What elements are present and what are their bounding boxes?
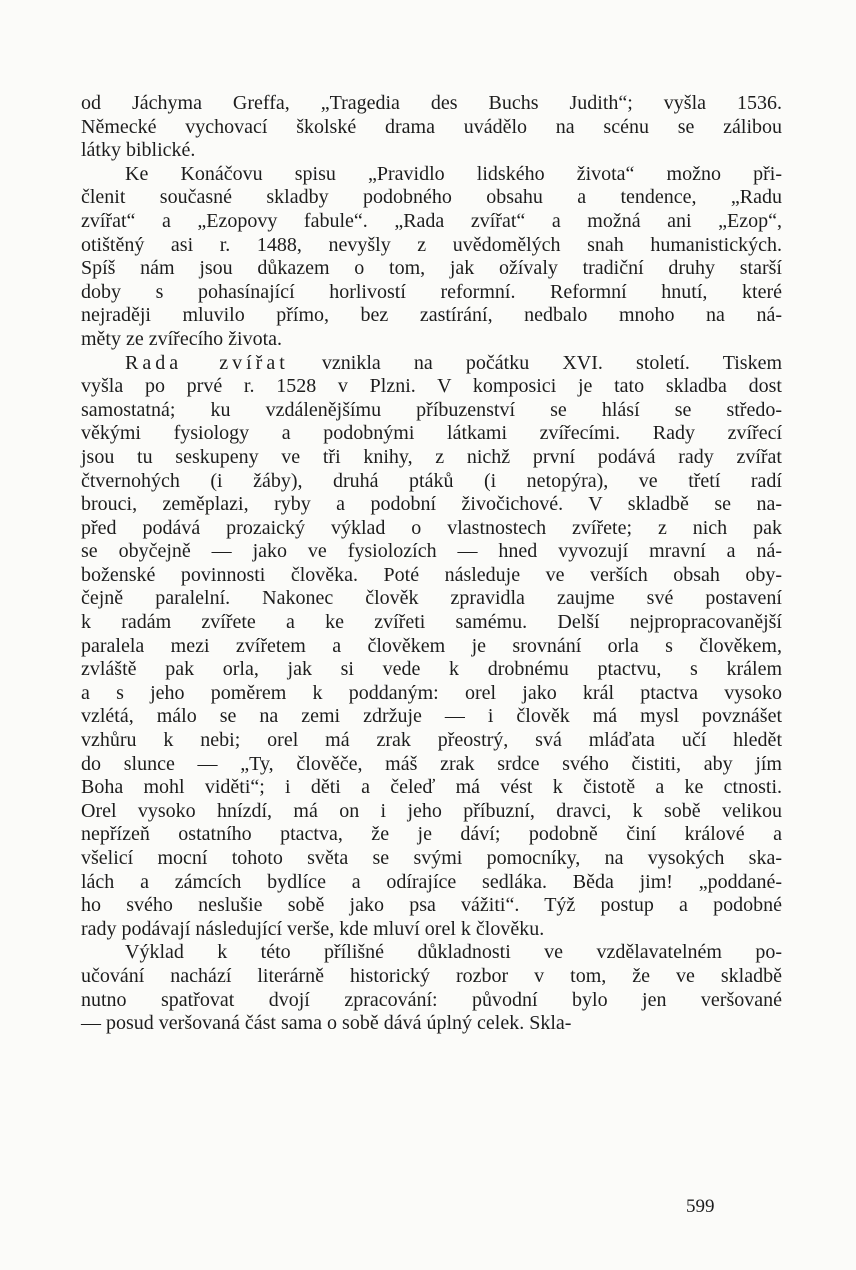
- text-line: Ke Konáčovu spisu „Pravidlo lidského života“ možno při-: [125, 162, 782, 185]
- text-line: lách a zámcích bydlíce a odírajíce sedláka. Běda jim! „poddané-: [81, 870, 782, 893]
- text-line: věkými fysiology a podobnými látkami zvířecími. Rady zvířecí: [81, 422, 782, 445]
- text-line: členit současné skladby podobného obsahu a tendence, „Radu: [81, 186, 782, 209]
- text-line: Orel vysoko hnízdí, má on i jeho příbuzní, dravci, k sobě velikou: [81, 799, 782, 822]
- text-line: k radám zvířete a ke zvířeti samému. Delší nejpropracovanější: [81, 611, 782, 634]
- text-line: zvířat“ a „Ezopovy fabule“. „Rada zvířat“ a možná ani „Ezop“,: [81, 209, 782, 232]
- text-line: před podává prozaický výklad o vlastnostech zvířete; z nich pak: [81, 516, 782, 539]
- text-line: nejraději mluvilo přímo, bez zastírání, nedbalo mnoho na ná-: [81, 304, 782, 327]
- paragraph: [81, 941, 782, 1035]
- page-number: 599: [686, 1196, 715, 1217]
- text-line: vzhůru k nebi; orel má zrak přeostrý, svá mláďata učí hledět: [81, 729, 782, 752]
- text-line: učování nachází literárně historický rozbor v tom, že ve skladbě: [81, 964, 782, 987]
- text-line: brouci, zeměplazi, ryby a podobní živočichové. V skladbě se na-: [81, 493, 782, 516]
- text-line: doby s pohasínající horlivostí reformní. Reformní hnutí, které: [81, 280, 782, 303]
- text-line: boženské povinnosti člověka. Poté následuje ve verších obsah oby-: [81, 563, 782, 586]
- text-line: všelicí mocní tohoto světa se svými pomocníky, na vysokých ska-: [81, 847, 782, 869]
- body-text: [81, 92, 782, 1036]
- text-line: samostatná; ku vzdálenějšímu příbuzenství se hlásí se středo-: [81, 398, 782, 421]
- line-rest: vznikla na počátku XVI. století. Tiskem: [288, 351, 782, 374]
- text-line: čejně paralelní. Nakonec člověk zpravidla zaujme své postavení: [81, 587, 782, 610]
- text-line: čtvernohých (i žáby), druhá ptáků (i netopýra), ve třetí radí: [81, 469, 782, 492]
- text-line: vzlétá, málo se na zemi zdržuje — i člověk má mysl povznášet: [81, 705, 782, 728]
- text-line: látky biblické.: [81, 139, 196, 162]
- text-line: se obyčejně — jako ve fysiolozích — hned vyvozují mravní a ná-: [81, 540, 782, 563]
- text-line: rady podávají následující verše, kde mluví orel k člověku.: [81, 917, 545, 940]
- text-line: otištěný asi r. 1488, nevyšly z uvědomělých snah humanistických.: [81, 233, 782, 256]
- text-line: měty ze zvířecího života.: [81, 327, 283, 350]
- paragraph: [81, 92, 782, 163]
- text-line: Spíš nám jsou důkazem o tom, jak ožívaly tradiční druhy starší: [81, 257, 782, 280]
- text-line: zvláště pak orla, jak si vede k drobnému ptactvu, s králem: [81, 658, 782, 681]
- text-line: Německé vychovací školské drama uvádělo na scénu se zálibou: [81, 115, 782, 138]
- text-line: — posud veršovaná část sama o sobě dává úplný celek. Skla-: [81, 1012, 572, 1035]
- text-line: [81, 352, 782, 376]
- paragraph: [81, 163, 782, 352]
- text-line: Výklad k této přílišné důkladnosti ve vzdělavatelném po-: [125, 941, 782, 964]
- text-line: paralela mezi zvířetem a člověkem je srovnání orla s člověkem,: [81, 634, 782, 657]
- text-line: do slunce — „Ty, člověče, máš zrak srdce svého čistiti, aby jím: [81, 752, 782, 775]
- text-line: od Jáchyma Greffa, „Tragedia des Buchs Judith“; vyšla 1536.: [81, 92, 782, 114]
- text-line: nutno spatřovat dvojí zpracování: původní bylo jen veršované: [81, 988, 782, 1011]
- text-line: jsou tu seskupeny ve tři knihy, z nichž první podává rady zvířat: [81, 445, 782, 468]
- text-line: Boha mohl viděti“; i děti a čeleď má vést k čistotě a ke ctnosti.: [81, 776, 782, 799]
- text-line: nepřízeň ostatního ptactva, že je dáví; podobně činí králové a: [81, 823, 782, 846]
- paragraph: [81, 352, 782, 942]
- text-line: vyšla po prvé r. 1528 v Plzni. V komposici je tato skladba dost: [81, 375, 782, 398]
- text-line: a s jeho poměrem k poddaným: orel jako král ptactva vysoko: [81, 681, 782, 704]
- spaced-title: Rada zvířat: [125, 351, 289, 374]
- text-line: ho svého neslušie sobě jako psa vážiti“. Týž postup a podobné: [81, 894, 782, 917]
